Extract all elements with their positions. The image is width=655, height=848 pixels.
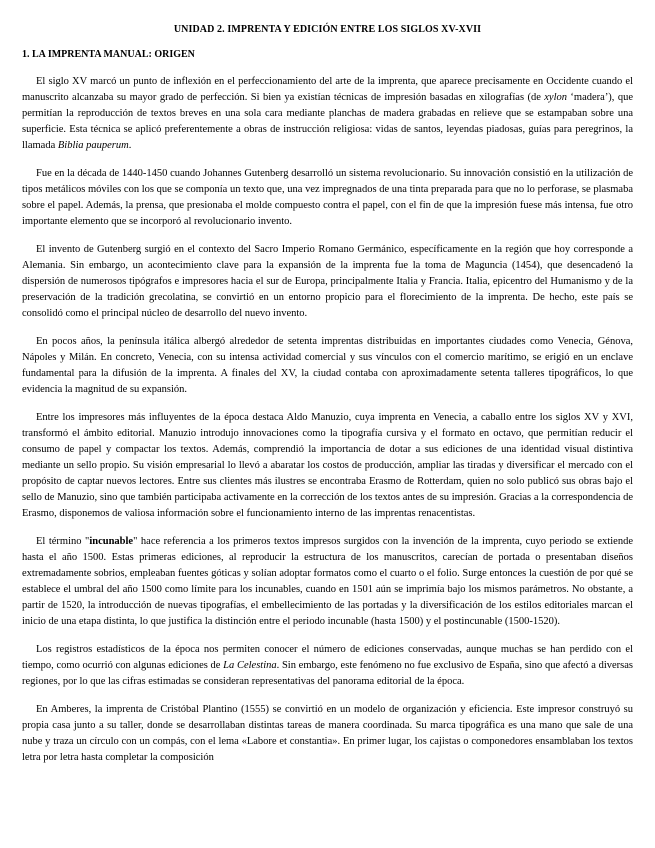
paragraph-6-text-a: El término " [36, 536, 90, 547]
paragraph-6 [22, 534, 633, 630]
term-incunable: incunable [89, 536, 134, 547]
document-page [22, 24, 633, 778]
paragraph-8: En Amberes, la imprenta de Cristóbal Plantino (1555) se convirtió en un modelo de organización y eficiencia. Este impresor construyó su propia casa junto a su taller, donde se desarrollaban distintas tareas de manera coordinada. Su marca tipográfica es una mano que sale de una nube y traza un círculo con un compás, con el lema «Labore et constantia». En primer lugar, los cajistas o componedores ensamblaban los textos letra por letra hasta completar la composición [22, 704, 633, 763]
paragraph-3: El invento de Gutenberg surgió en el contexto del Sacro Imperio Romano Germánico, específicamente en la región que hoy corresponde a Alemania. Sin embargo, un acontecimiento clave para la expansión de la imprenta fue la toma de Maguncia (1454), que desencadenó la dispersión de numerosos tipógrafos e impresores hacia el sur de Europa, principalmente Italia y Francia. Italia, epicentro del Humanismo y de la preservación de la tradición grecolatina, se convirtió en un entorno propicio para el florecimiento de la imprenta. De hecho, este país se consolidó como el principal núcleo de desarrollo del nuevo invento. [22, 244, 633, 319]
document-title: UNIDAD 2. IMPRENTA Y EDICIÓN ENTRE LOS SIGLOS XV-XVII [173, 24, 482, 35]
paragraph-7-text-a: Los registros estadísticos de la época nos permiten conocer el número de ediciones conservadas, aunque muchas se han perdido con el tiempo, como ocurrió con algunas ediciones de [22, 644, 633, 671]
paragraph-2: Fue en la década de 1440-1450 cuando Johannes Gutenberg desarrolló un sistema revolucionario. Su innovación consistió en la utilización de tipos metálicos móviles con los que se componía un texto que, una vez impregnados de una tinta preparada para que no lo perforase, se plasmaba sobre el papel. Además, la prensa, que presionaba el molde compuesto contra el papel, con el fin de que la impresión fuese más intensa, fue otro importante elemento que se incorporó al revolucionario invento. [22, 168, 633, 227]
term-biblia-pauperum: Biblia pauperum [57, 140, 129, 151]
paragraph-1-text-c: . [128, 140, 132, 151]
paragraph-1 [22, 74, 633, 154]
term-la-celestina: La Celestina [223, 660, 277, 671]
paragraph-7-text-b: . Sin embargo, este fenómeno no fue exclusivo de España, sino que afectó a diversas regiones, por lo que las cifras estimadas se consideran representativas del panorama editorial de la época. [22, 660, 633, 687]
paragraph-4: En pocos años, la península itálica albergó alrededor de setenta imprentas distribuidas en importantes ciudades como Venecia, Génova, Nápoles y Milán. En concreto, Venecia, con su intensa actividad comercial y sus vínculos con el comercio marítimo, se erigió en un enclave fundamental para la difusión de la imprenta. A finales del XV, la ciudad contaba con aproximadamente setenta talleres tipográficos, lo que evidencia la magnitud de su expansión. [22, 336, 633, 395]
term-xylon: xylon [544, 92, 568, 103]
paragraph-6-text-b: " hace referencia a los primeros textos impresos surgidos con la invención de la imprenta, cuyo periodo se extiende hasta el año 1500. Estas primeras ediciones, al reproducir la estructura de los manuscritos, carecían de portada o presentaban diseños extremadamente sobrios, empleaban fuentes góticas y solían adoptar formatos como el cuarto o el folio. Surge entonces la cuestión de por qué se establece el umbral del año 1500 como límite para los incunables, cuando en 1501 aún se imprimía bajo los mismos parámetros. No obstante, a partir de 1520, la introducción de nuevas tipografías, el embellecimiento de las portadas y la diversificación de los estilos editoriales marcan el inicio de una etapa distinta, lo que justifica la distinción entre el periodo incunable (hasta 1500) y el postincunable (1500-1520). [22, 536, 633, 627]
paragraph-7 [22, 642, 633, 690]
section-heading: 1. LA IMPRENTA MANUAL: ORIGEN [22, 49, 195, 60]
paragraph-1-text-b: ‘madera’), que permitían la reproducción de textos breves en una sola cara mediante planchas de madera grabadas en relieve que se estampaban sobre una superficie. Esta técnica se aplicó preferentemente a obras de instrucción religiosa: vidas de santos, leyendas piadosas, guías para peregrinos, la llamada [22, 92, 633, 151]
paragraph-1-text-a: El siglo XV marcó un punto de inflexión en el perfeccionamiento del arte de la imprenta, que aparece precisamente en Occidente cuando el manuscrito alcanzaba su mayor grado de perfección. Si bien ya existían técnicas de impresión basadas en xilografías (de [22, 76, 633, 103]
paragraph-5: Entre los impresores más influyentes de la época destaca Aldo Manuzio, cuya imprenta en Venecia, a caballo entre los siglos XV y XVI, transformó el ámbito editorial. Manuzio introdujo innovaciones como la tipografía cursiva y el formato en octavo, que permitían reducir el consumo de papel y compactar los textos. Además, comprendió la importancia de dotar a sus ediciones de una identidad visual distintiva mediante un sello propio. Su visión empresarial lo llevó a abaratar los costos de producción, ampliar las tiradas y diversificar el mercado con el propósito de captar nuevos lectores. Entre sus clientes más ilustres se encontraba Erasmo de Rotterdam, quien no solo publicó sus obras bajo el sello de Manuzio, sino que también participaba activamente en la corrección de los textos antes de su impresión. Gracias a la correspondencia de Erasmo, disponemos de valiosa información sobre el funcionamiento interno de las imprentas renacentistas. [22, 412, 633, 519]
